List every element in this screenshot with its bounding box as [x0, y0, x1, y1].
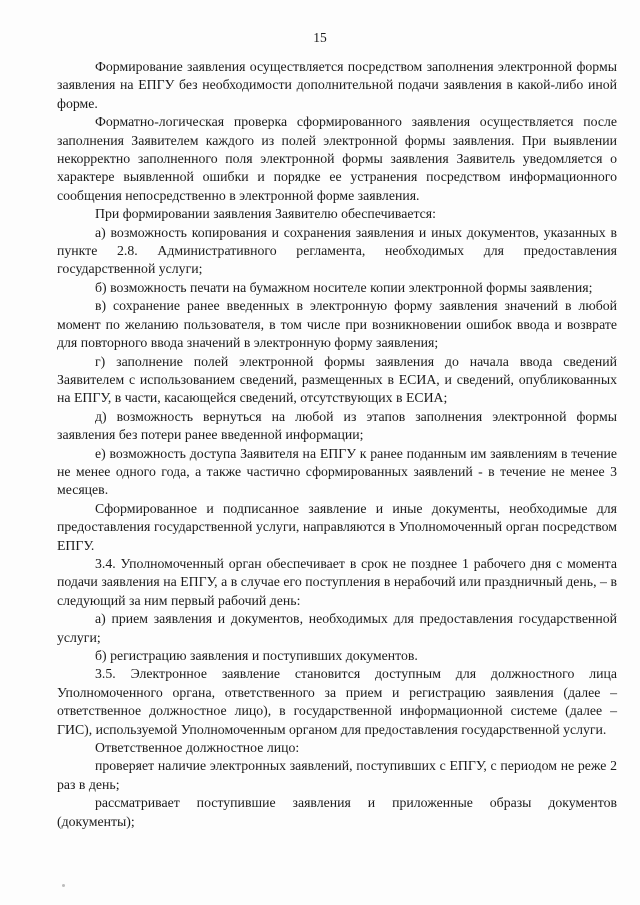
paragraph: Ответственное должностное лицо:	[95, 740, 300, 756]
list-item: в) сохранение ранее введенных в электронную форму заявления значений в любой момент по желанию пользователя, в том числе при возникновении ошибок ввода и возврате для повторного ввода значений в электронную форму заявления;	[57, 298, 617, 351]
scan-artifact	[62, 884, 65, 887]
list-item: д) возможность вернуться на любой из этапов заполнения электронной формы заявления без потери ранее введенной информации;	[57, 408, 617, 443]
paragraph: Форматно-логическая проверка сформированного заявления осуществляется после заполнения Заявителем каждого из полей электронной формы заявления. При выявлении некорректно заполненного поля электронной формы заявления Заявитель уведомляется о характере выявленной ошибки и порядке ее устранения посредством информационного сообщения непосредственно в электронной форме заявления.	[57, 114, 617, 203]
paragraph: Сформированное и подписанное заявление и иные документы, необходимые для предоставления государственной услуги, направляются в Уполномоченный орган посредством ЕПГУ.	[57, 500, 617, 553]
list-item: а) возможность копирования и сохранения заявления и иных документов, указанных в пункте 2.8. Административного регламента, необходимых для предоставления государственной услуги;	[57, 224, 617, 277]
paragraph: Формирование заявления осуществляется посредством заполнения электронной формы заявления на ЕПГУ без необходимости дополнительной подачи заявления в какой-либо иной форме.	[57, 59, 617, 111]
list-item: б) регистрацию заявления и поступивших документов.	[95, 648, 418, 663]
paragraph: При формировании заявления Заявителю обеспечивается:	[95, 206, 436, 222]
document-body	[57, 58, 617, 831]
section-paragraph: 3.4. Уполномоченный орган обеспечивает в срок не позднее 1 рабочего дня с момента подачи заявления на ЕПГУ, а в случае его поступления в нерабочий или праздничный день, – в следующий за ним первый рабочий день:	[57, 555, 617, 608]
page-number: 15	[313, 30, 327, 45]
paragraph: рассматривает поступившие заявления и приложенные образы документов (документы);	[57, 795, 617, 829]
list-item: г) заполнение полей электронной формы заявления до начала ввода сведений Заявителем с использованием сведений, размещенных в ЕСИА, и сведений, опубликованных на ЕПГУ, в части, касающейся сведений, отсутствующих в ЕСИА;	[57, 353, 617, 406]
section-paragraph: 3.5. Электронное заявление становится доступным для должностного лица Уполномоченного органа, ответственного за прием и регистрацию заявления (далее – ответственное должностное лицо), в государственной информационной системе (далее – ГИС), используемой Уполномоченным органом для предоставления государственной услуги.	[57, 666, 617, 737]
list-item: е) возможность доступа Заявителя на ЕПГУ к ранее поданным им заявлениям в течение не менее одного года, а также частично сформированных заявлений - в течение не менее 3 месяцев.	[57, 445, 617, 498]
list-item: а) прием заявления и документов, необходимых для предоставления государственной услуги;	[57, 611, 617, 645]
list-item: б) возможность печати на бумажном носителе копии электронной формы заявления;	[95, 279, 593, 295]
paragraph: проверяет наличие электронных заявлений, поступивших с ЕПГУ, с периодом не реже 2 раз в день;	[57, 758, 617, 792]
